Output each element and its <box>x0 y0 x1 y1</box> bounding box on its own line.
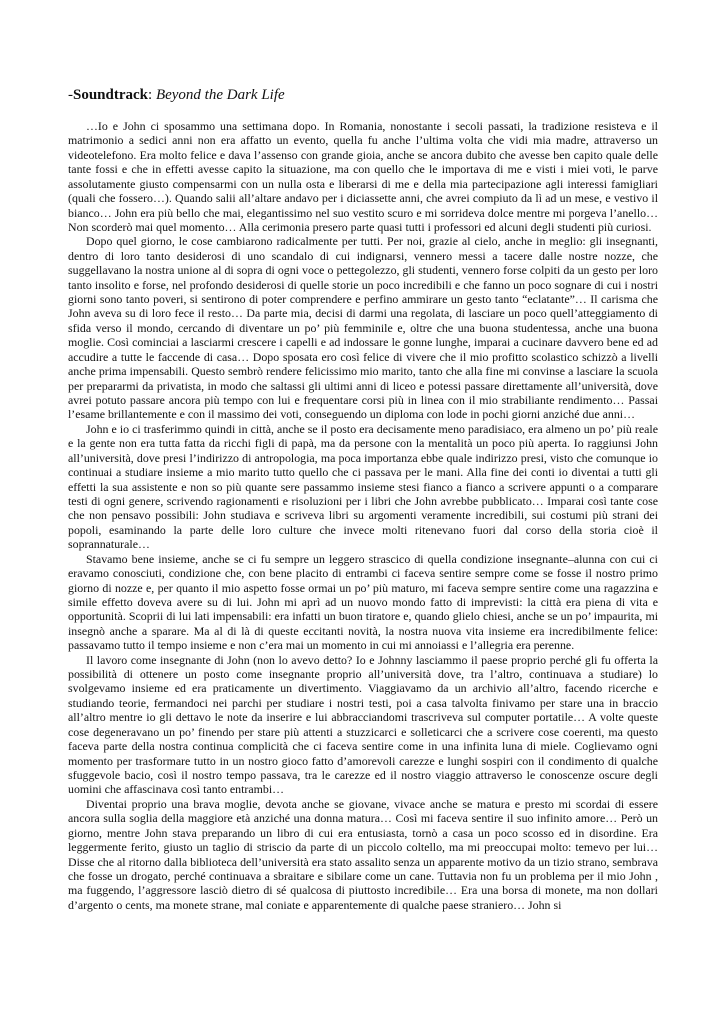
paragraph: Il lavoro come insegnante di John (non lo avevo detto? Io e Johnny lasciammo il paese proprio perché gli fu offerta la possibilità di ottenere un posto come insegnante proprio all’università dove, tra l’altro, continuava a studiare) lo svolgevamo insieme ed era praticamente un divertimento. Viaggiavamo da un archivio all’altro, facendo ricerche e studiando teorie, fermandoci nei parchi per studiare i nostri testi, poi a casa talvolta finivamo per stare una in braccio all’altro mentre io gli dettavo le note da inserire e lui abbracciandomi trascriveva sul computer portatile… A volte queste cose degeneravano un po’ finendo per stare più attenti a stuzzicarci e solleticarci che a scrivere cose coerenti, ma questo faceva parte della nostra continua complicità che ci faceva sentire come in una infinita luna di miele. Coglievamo ogni momento per trasformare tutto in un nostro gioco fatto d’amorevoli carezze e lunghi sospiri con il condimento di qualche sfuggevole bacio, così il nostro tempo passava, tra le carezze ed il nostro viaggio attraverso le conoscenze oscure degli uomini che affascinava così tanto entrambi… <box>68 652 658 797</box>
paragraph: Dopo quel giorno, le cose cambiarono radicalmente per tutti. Per noi, grazie al cielo, anche in meglio: gli insegnanti, dentro di loro tanto desiderosi di uno scandalo di cui indignarsi, vennero messi a tacere dalle nostre nozze, che suggellavano la nostra unione al di sopra di ogni voce o pettegolezzo, gli studenti, vennero forse colpiti da un gesto per loro tanto insolito e forse, nel profondo desiderosi di quelle storie un poco incredibili e che fanno un poco sognare di cui i nostri giorni sono tanto poveri, si sentirono di poter comprendere e perfino ammirare un gesto tanto “eclatante”… Il carisma che John aveva su di loro fece il resto… Da parte mia, decisi di darmi una regolata, di lasciare un poco quell’atteggiamento di sfida verso il mondo, cercando di diventare un po’ più femminile e, oltre che una buona studentessa, anche una buona moglie. Così cominciai a lasciarmi crescere i capelli e ad indossare le gonne lunghe, imparai a cucinare davvero bene ed ad accudire a tutte le faccende di casa… Dopo sposata ero così felice di vivere che il mio profitto scolastico schizzò a livelli anche prima impensabili. Questo sembrò rendere felicissimo mio marito, tanto che alla fine mi convinse a lasciare la scuola per prepararmi da privatista, in modo che saltassi gli ultimi anni di liceo e potessi passare direttamente all’università, dove avrei potuto passare ancora più tempo con lui e frequentare corsi più in linea con il mio strabiliante rendimento… Passai l’esame brillantemente e con il massimo dei voti, conseguendo un diploma con lode in pochi giorni anziché due anni… <box>68 234 658 422</box>
document-body <box>68 119 658 912</box>
heading-prefix: - <box>68 87 73 103</box>
heading-separator: : <box>148 87 156 103</box>
paragraph: …Io e John ci sposammo una settimana dopo. In Romania, nonostante i secoli passati, la tradizione resisteva e il matrimonio a sedici anni non era affatto un evento, quella fu anche l’ultima volta che vidi mia madre, attraverso un videotelefono. Era molto felice e dava l’assenso con grande gioia, anche se ancora dubito che avesse ben capito quale delle tante fossi e che in effetti avesse capito la situazione, ma con quello che le importava di me e visti i miei voti, le parve assolutamente giusto compensarmi con un nulla osta e liberarsi di me e della mia partecipazione agli interessi famigliari (quali che fossero…). Quando salii all’altare andavo per i diciassette anni, che avrei compiuto da lì ad un mese, e vestivo il bianco… John era più bello che mai, elegantissimo nel suo vestito scuro e mi sorrideva dolce mentre mi porgeva l’anello… Non scorderò mai quel momento… Alla cerimonia presero parte quasi tutti i professori ed alcuni degli studenti più curiosi. <box>68 119 658 234</box>
heading-title: Beyond the Dark Life <box>155 87 285 103</box>
paragraph: Diventai proprio una brava moglie, devota anche se giovane, vivace anche se matura e presto mi scordai di essere ancora sulla soglia della maggiore età anziché una donna matura… Così mi faceva sentire il suo infinito amore… Però un giorno, mentre John stava preparando un libro di cui era entusiasta, tornò a casa un poco scosso ed in disordine. Era leggermente ferito, giusto un taglio di striscio da parte di un piccolo coltello, ma mi preoccupai molto: temevo per lui… Disse che al ritorno dalla biblioteca dell’università era stato assalito senza un apparente motivo da un tizio strano, sembrava che fosse un drogato, perché continuava a sbraitare e sibilare come un cane. Tuttavia non fu un problema per il mio John , ma fuggendo, l’aggressore lasciò dietro di sé qualcosa di piuttosto incredibile… Era una borsa di monete, ma non dollari d’argento o cents, ma monete strane, mal coniate e apparentemente di qualche paese straniero… John si <box>68 796 658 912</box>
heading-label: Soundtrack <box>73 87 149 103</box>
section-heading <box>68 86 658 104</box>
paragraph: Stavamo bene insieme, anche se ci fu sempre un leggero strascico di quella condizione insegnante–alunna con cui ci eravamo conosciuti, condizione che, con bene placito di entrambi ci faceva sentire sempre come se fosse il nostro primo giorno di nozze e, per quanto il mio aspetto fosse ormai un po’ più maturo, mi faceva sempre sentire come una ragazzina e simile effetto doveva avere su di lui. John mi aprì ad un nuovo mondo fatto di imprevisti: la città era piena di vita e opportunità. Scoprii di lui lati impensabili: era infatti un buon tiratore e, quando glielo chiesi, anche se un po’ impaurita, mi insegnò anche a sparare. Ma al di là di queste eccitanti novità, la nostra nuova vita insieme era incredibilmente felice: passavamo tutto il tempo insieme e non c’era mai un momento in cui mi annoiassi e l’allegria era perenne. <box>68 551 658 653</box>
paragraph: John e io ci trasferimmo quindi in città, anche se il posto era decisamente meno paradisiaco, era almeno un po’ più reale e la gente non era tutta fatta da ricchi figli di papà, ma da persone con la mentalità un poco più aperta. Io raggiunsi John all’università, dove presi l’indirizzo di antropologia, ma poca importanza ebbe quale indirizzo presi, visto che comunque io continuai a studiare insieme a mio marito tutto quello che ci passava per le mani. Alla fine dei conti io diventai a tutti gli effetti la sua assistente e non so più quante sere passammo insieme stesi fianco a fianco a scrivere appunti o a comparare testi di ogni genere, scrivendo ragionamenti e risoluzioni per i libri che John avrebbe pubblicato… Imparai così tante cose che non pensavo possibili: John studiava e scriveva libri su argomenti veramente incredibili, sui costumi più strani dei popoli, esaminando la parte delle loro culture che invece molti ritenevano fuori dal corso della storia cioè il soprannaturale… <box>68 421 658 552</box>
